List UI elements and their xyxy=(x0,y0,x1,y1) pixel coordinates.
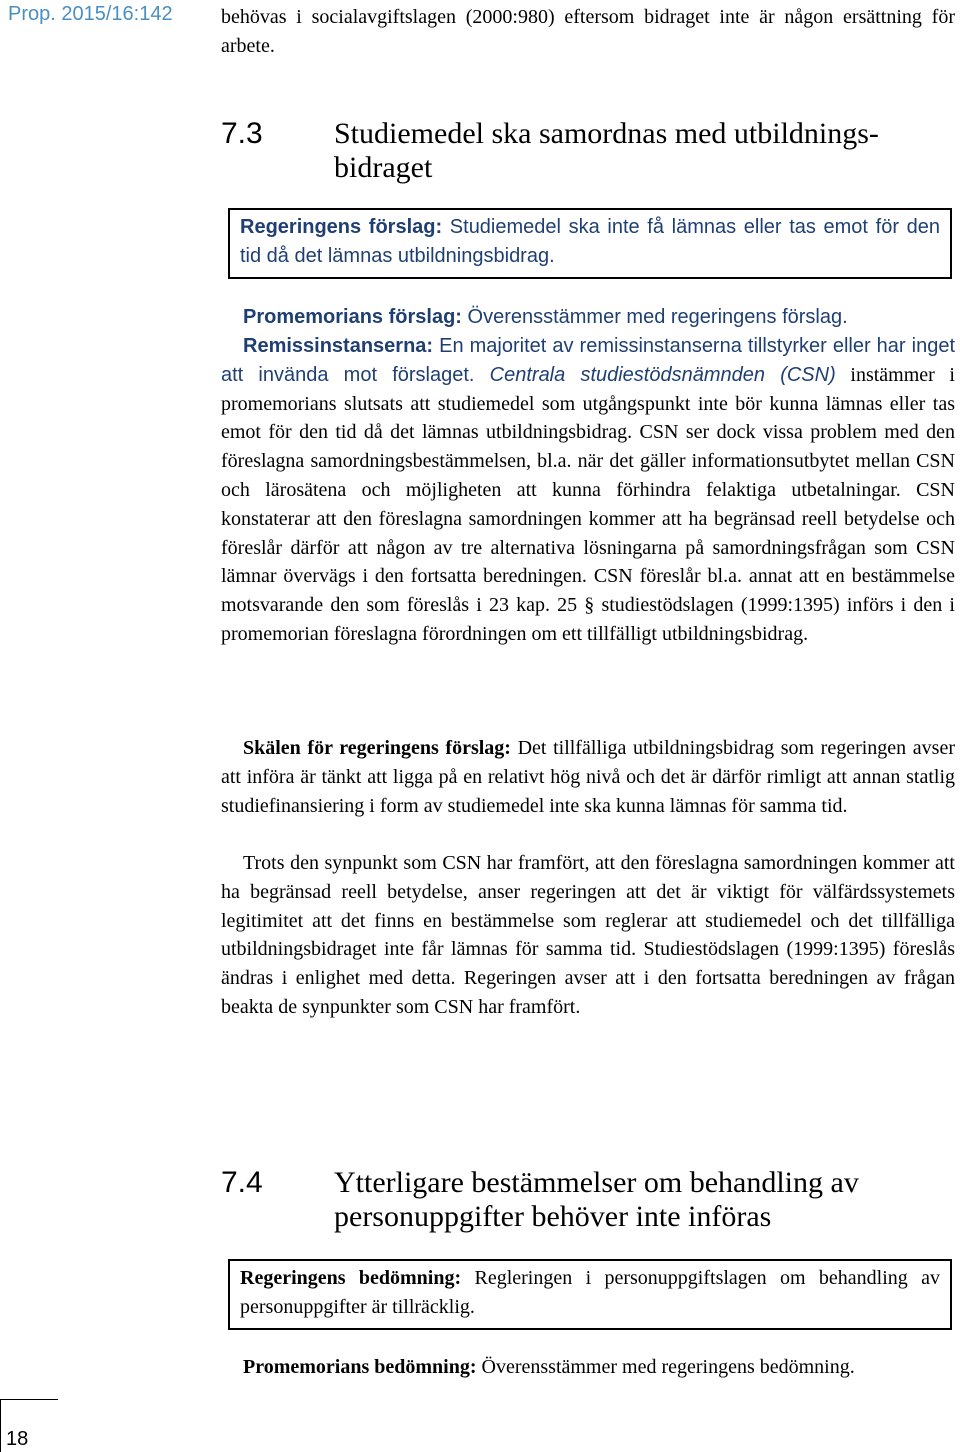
memo-label: Promemorians förslag: xyxy=(243,306,462,328)
reasons-label: Skälen för regeringens förslag: xyxy=(243,737,511,759)
memo-text: Överensstämmer med regeringens förslag. xyxy=(461,306,848,328)
box-label: Regeringens förslag: xyxy=(240,216,443,238)
memo-label: Promemorians bedömning: xyxy=(243,1356,477,1378)
section-title: Studiemedel ska samordnas med utbildnings-bidraget xyxy=(334,117,879,184)
intro-paragraph: behövas i socialavgiftslagen (2000:980) eftersom bidraget inte är någon ersättning för arbete. xyxy=(221,6,955,57)
assessment-box xyxy=(228,1259,952,1330)
referral-rest: instämmer i promemorians slutsats att studiemedel som utgångspunkt inte bör kunna lämnas eller tas emot för den tid då det lämnas utbildningsbidrag. CSN ser dock vissa problem med den föreslagna samordningsbestämmelsen, bl.a. när det gäller informationsutbytet mellan CSN och lärosätena och möjligheten att kunna förhindra felaktiga utbetalningar. CSN konstaterar att den föreslagna samordningen kommer att ha begränsad reell betydelse och föreslår därför att någon av tre alternativa lösningarna på samordningsfrågan som CSN lämnar övervägs i den fortsatta beredningen. CSN föreslår bl.a. annat att en bestämmelse motsvarande den som föreslås i 23 kap. 25 § studiestödslagen (1999:1395) införs i den i promemorian föreslagna förordningen om ett tillfälligt utbildningsbidrag. xyxy=(221,363,955,645)
memo-proposal-paragraph xyxy=(221,303,955,332)
section-title: Ytterligare bestämmelser om behandling av personuppgifter behöver inte införas xyxy=(334,1166,859,1233)
box-label: Regeringens bedömning: xyxy=(240,1267,462,1289)
reasons-text: Det tillfälliga utbildningsbidrag som regeringen avser att införa är tänkt att ligga på en relativt hög nivå och det är därför rimligt att annan statlig studiefinansiering i form av studiemedel inte ska kunna lämnas för samma tid. xyxy=(221,737,955,817)
margin-rule xyxy=(0,1399,1,1452)
proposition-label: Prop. 2015/16:142 xyxy=(8,3,173,25)
box-text: Studiemedel ska inte få lämnas eller tas emot för den tid då det lämnas utbildningsbidrag. xyxy=(240,216,940,267)
referral-bodies-paragraph xyxy=(221,332,955,649)
referral-text: En majoritet av remissinstanserna tillstyrker eller har inget att invända mot förslaget. xyxy=(221,335,955,386)
csn-italic: Centrala studiestödsnämnden (CSN) xyxy=(474,363,836,386)
section-number: 7.4 xyxy=(221,1166,263,1199)
section-number: 7.3 xyxy=(221,117,263,150)
despite-paragraph: Trots den synpunkt som CSN har framfört, att den föreslagna samordningen kommer att ha begränsad reell betydelse, anser regeringen att det är viktigt för välfärdssystemets legitimitet att det finns en bestämmelse som reglerar att studiemedel och det tillfälliga utbildningsbidraget inte får lämnas för samma tid. Studiestödslagen (1999:1395) föreslås ändras i enlighet med detta. Regeringen avser att i den fortsatta beredningen av frågan beakta de synpunkter som CSN har framfört. xyxy=(221,852,955,1018)
box-text: Regleringen i personuppgiftslagen om behandling av personuppgifter är tillräcklig. xyxy=(240,1267,940,1318)
memo-assessment-paragraph xyxy=(221,1353,955,1382)
proposal-box xyxy=(228,208,952,279)
margin-rule xyxy=(0,1399,58,1400)
memo-text: Överensstämmer med regeringens bedömning. xyxy=(476,1356,855,1378)
page-number: 18 xyxy=(6,1428,29,1450)
referral-label: Remissinstanserna: xyxy=(243,335,434,357)
reasons-paragraph xyxy=(221,734,955,820)
